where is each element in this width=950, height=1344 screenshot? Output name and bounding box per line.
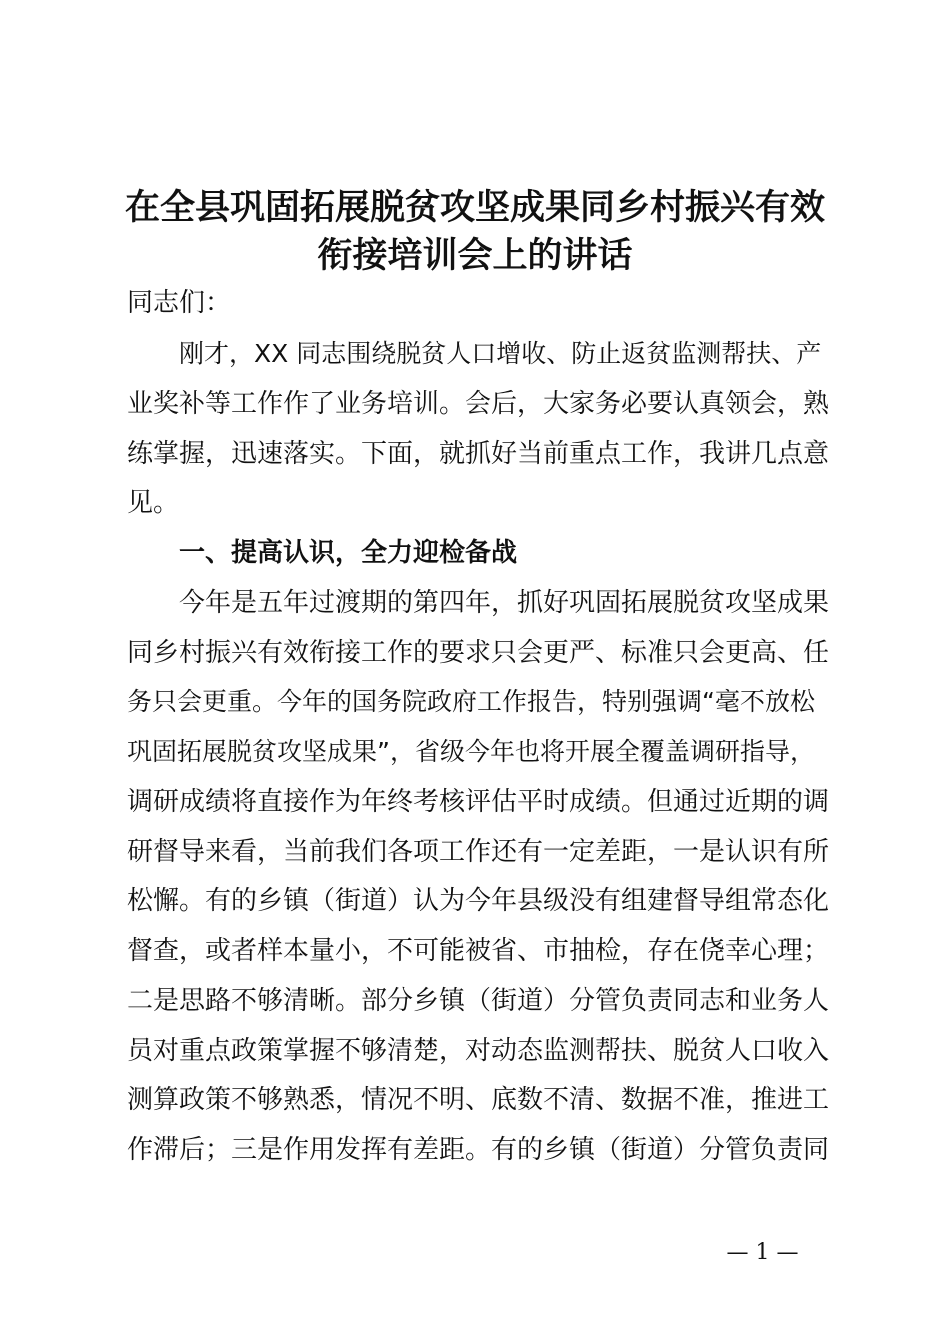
paragraph-1-line-2: 业奖补等工作作了业务培训。会后，大家务必要认真领会，熟 — [127, 389, 830, 419]
paragraph-1-line-1: 刚才，XX 同志围绕脱贫人口增收、防止返贫监测帮扶、产 — [179, 339, 822, 368]
paragraph-1-line-3: 练掌握，迅速落实。下面，就抓好当前重点工作，我讲几点意 — [127, 439, 830, 469]
salutation: 同志们： — [127, 288, 232, 318]
paragraph-2-line-6: 研督导来看，当前我们各项工作还有一定差距，一是认识有所 — [127, 837, 830, 867]
paragraph-2-line-2: 同乡村振兴有效衔接工作的要求只会更严、标准只会更高、任 — [127, 638, 830, 668]
paragraph-2-line-11: 测算政策不够熟悉，情况不明、底数不清、数据不准，推进工 — [127, 1085, 830, 1115]
paragraph-2-line-9: 二是思路不够清晰。部分乡镇（街道）分管负责同志和业务人 — [127, 986, 830, 1016]
paragraph-2-line-4: 巩固拓展脱贫攻坚成果”，省级今年也将开展全覆盖调研指导， — [127, 737, 815, 766]
document-title-line-1: 在全县巩固拓展脱贫攻坚成果同乡村振兴有效 — [124, 188, 825, 228]
paragraph-2-line-12: 作滞后；三是作用发挥有差距。有的乡镇（街道）分管负责同 — [127, 1135, 830, 1165]
paragraph-1-line-4: 见。 — [127, 488, 180, 518]
paragraph-2-line-1: 今年是五年过渡期的第四年，抓好巩固拓展脱贫攻坚成果 — [179, 588, 830, 618]
paragraph-2-line-10: 员对重点政策掌握不够清楚，对动态监测帮扶、脱贫人口收入 — [127, 1036, 830, 1066]
paragraph-2-line-5: 调研成绩将直接作为年终考核评估平时成绩。但通过近期的调 — [127, 787, 830, 817]
page-number: — 1 — — [726, 1240, 799, 1265]
paragraph-2-line-7: 松懈。有的乡镇（街道）认为今年县级没有组建督导组常态化 — [127, 886, 830, 916]
section-heading-1: 一、提高认识，全力迎检备战 — [179, 538, 518, 568]
document-title-line-2: 衔接培训会上的讲话 — [317, 236, 633, 276]
paragraph-2-line-8: 督查，或者样本量小，不可能被省、市抽检，存在侥幸心理； — [127, 936, 830, 966]
paragraph-2-line-3: 务只会更重。今年的国务院政府工作报告，特别强调“毫不放松 — [127, 687, 815, 716]
